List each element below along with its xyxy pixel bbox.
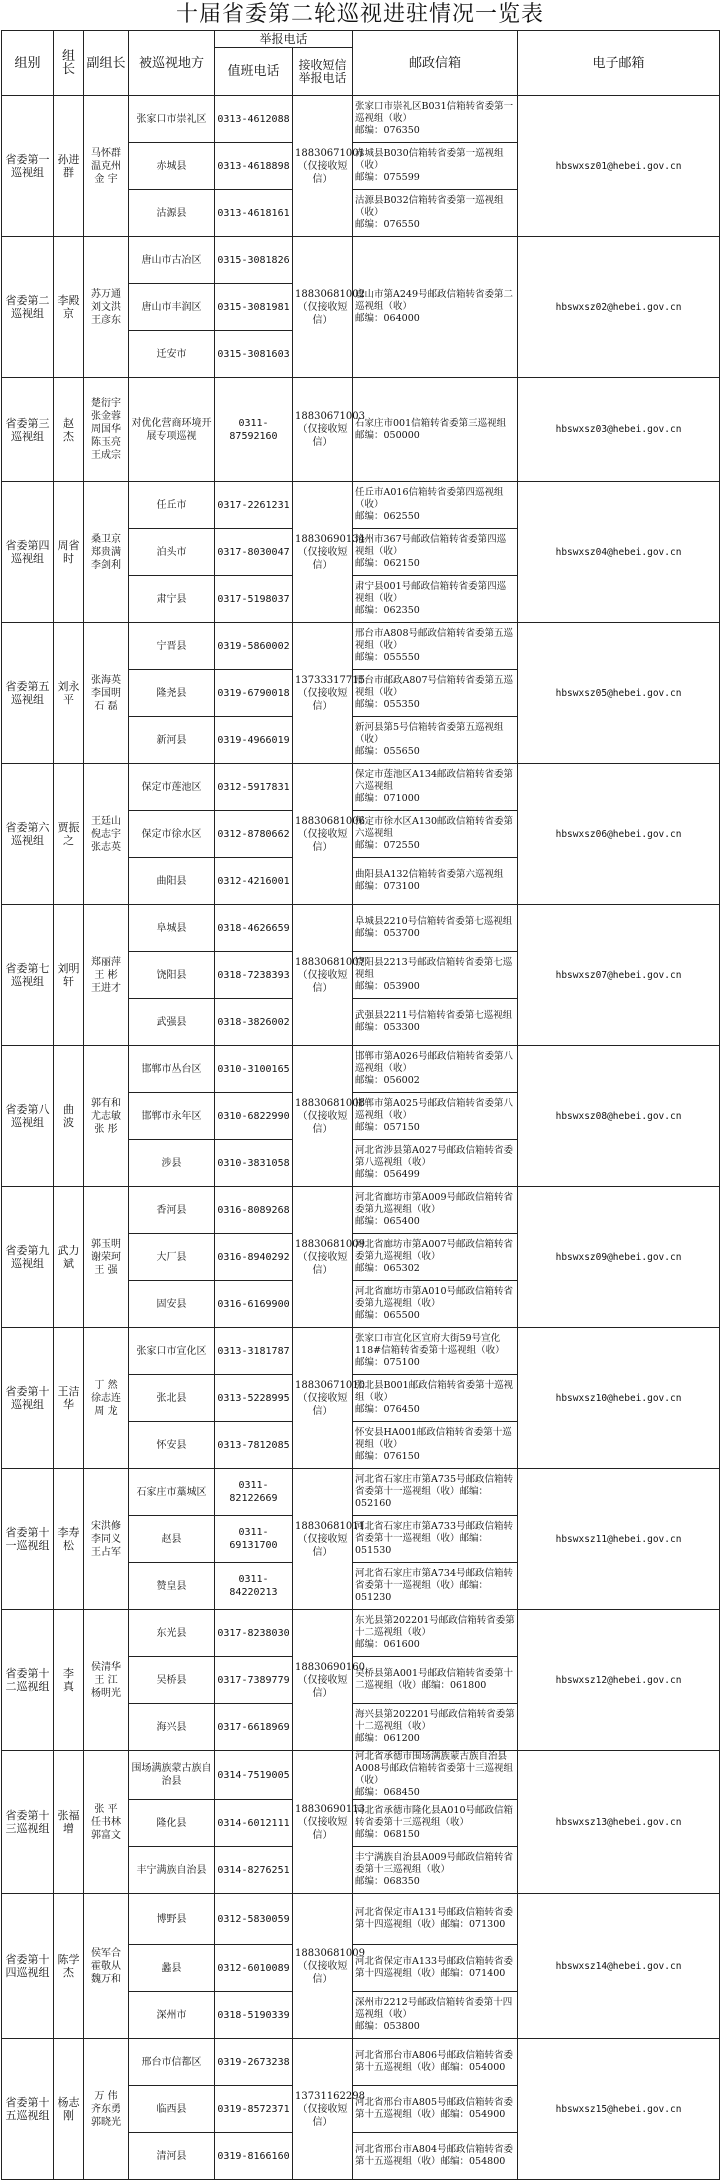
leader-cell: 杨志刚 <box>54 2039 84 2180</box>
duty-phone-cell: 0313-3181787 <box>215 1328 293 1375</box>
location-cell: 东光县 <box>129 1610 215 1657</box>
location-cell: 迁安市 <box>129 331 215 378</box>
duty-phone-cell: 0318-3826002 <box>215 999 293 1046</box>
table-body <box>2 96 720 2180</box>
leader-cell: 曲 波 <box>54 1046 84 1187</box>
vice-leader-cell: 郭有和 尤志敏 张 彤 <box>84 1046 129 1187</box>
mailbox-cell: 武强县2211号信箱转省委第七巡视组 邮编：053300 <box>353 999 518 1046</box>
duty-phone-cell: 0319-8572371 <box>215 2086 293 2133</box>
location-cell: 张家口市宣化区 <box>129 1328 215 1375</box>
table-row <box>2 1328 720 1375</box>
mailbox-cell: 怀安县HA001邮政信箱转省委第十巡视组（收） 邮编：076150 <box>353 1422 518 1469</box>
table-row <box>2 623 720 670</box>
sms-phone-cell: 18830681002 （仅接收短信） <box>293 237 353 378</box>
table-header <box>2 31 720 96</box>
sms-phone-cell: 18830690160 （仅接收短信） <box>293 1610 353 1751</box>
email-cell: hbswxsz05@hebei.gov.cn <box>518 623 720 764</box>
location-cell: 涉县 <box>129 1140 215 1187</box>
header-report-phone: 举报电话 <box>215 31 353 48</box>
sms-phone-cell: 18830671003 （仅接收短信） <box>293 378 353 482</box>
table-row <box>2 1751 720 1800</box>
sms-phone-cell: 18830681007 （仅接收短信） <box>293 905 353 1046</box>
group-name-cell: 省委第十巡视组 <box>2 1328 54 1469</box>
leader-cell: 刘明轩 <box>54 905 84 1046</box>
vice-leader-cell: 王廷山 倪志宇 张志英 <box>84 764 129 905</box>
location-cell: 新河县 <box>129 717 215 764</box>
group-name-cell: 省委第十四巡视组 <box>2 1894 54 2039</box>
header-vice: 副组长 <box>84 31 129 96</box>
page-title: 十届省委第二轮巡视进驻情况一览表 <box>175 2 544 27</box>
leader-cell: 孙进群 <box>54 96 84 237</box>
duty-phone-cell: 0318-5190339 <box>215 1992 293 2039</box>
email-cell: hbswxsz06@hebei.gov.cn <box>518 764 720 905</box>
table-row <box>2 1469 720 1516</box>
vice-leader-cell: 楚衍宇 张金蓉 周国华 陈玉亮 王成宗 <box>84 378 129 482</box>
duty-phone-cell: 0316-6169900 <box>215 1281 293 1328</box>
table-row <box>2 905 720 952</box>
mailbox-cell: 新河县第5号信箱转省委第五巡视组（收） 邮编：055650 <box>353 717 518 764</box>
leader-cell: 张福增 <box>54 1751 84 1894</box>
duty-phone-cell: 0314-8276251 <box>215 1847 293 1894</box>
mailbox-cell: 邯郸市第A026号邮政信箱转省委第八巡视组（收） 邮编：056002 <box>353 1046 518 1093</box>
location-cell: 沽源县 <box>129 190 215 237</box>
duty-phone-cell: 0313-7812085 <box>215 1422 293 1469</box>
mailbox-cell: 河北省承德市围场满族蒙古族自治县A008号邮政信箱转省委第十三巡视组（收） 邮编：068450 <box>353 1751 518 1800</box>
vice-leader-cell: 苏万通 刘文洪 王彦东 <box>84 237 129 378</box>
mailbox-cell: 河北省廊坊市第A007号邮政信箱转省委第九巡视组（收） 邮编：065302 <box>353 1234 518 1281</box>
duty-phone-cell: 0317-8030047 <box>215 529 293 576</box>
duty-phone-cell: 0311-69131700 <box>215 1516 293 1563</box>
mailbox-cell: 河北省保定市A133号邮政信箱转省委第十四巡视组（收）邮编：071400 <box>353 1945 518 1992</box>
leader-cell: 李殿京 <box>54 237 84 378</box>
mailbox-cell: 海兴县第202201号邮政信箱转省委第十二巡视组（收） 邮编：061200 <box>353 1704 518 1751</box>
mailbox-cell: 吴桥县第A001号邮政信箱转省委第十二巡视组（收）邮编：061800 <box>353 1657 518 1704</box>
duty-phone-cell: 0319-2673238 <box>215 2039 293 2086</box>
location-cell: 张家口市崇礼区 <box>129 96 215 143</box>
mailbox-cell: 河北省廊坊市第A010号邮政信箱转省委第九巡视组（收） 邮编：065500 <box>353 1281 518 1328</box>
mailbox-cell: 唐山市第A249号邮政信箱转省委第二巡视组（收） 邮编：064000 <box>353 237 518 378</box>
duty-phone-cell: 0313-4618161 <box>215 190 293 237</box>
location-cell: 曲阳县 <box>129 858 215 905</box>
group-name-cell: 省委第一巡视组 <box>2 96 54 237</box>
group-name-cell: 省委第二巡视组 <box>2 237 54 378</box>
location-cell: 大厂县 <box>129 1234 215 1281</box>
sms-phone-cell: 18830671001 （仅接收短信） <box>293 96 353 237</box>
sms-phone-cell: 18830681008 （仅接收短信） <box>293 1046 353 1187</box>
group-name-cell: 省委第六巡视组 <box>2 764 54 905</box>
location-cell: 香河县 <box>129 1187 215 1234</box>
location-cell: 海兴县 <box>129 1704 215 1751</box>
location-cell: 保定市徐水区 <box>129 811 215 858</box>
group-name-cell: 省委第八巡视组 <box>2 1046 54 1187</box>
header-mailbox: 邮政信箱 <box>353 31 518 96</box>
leader-cell: 王洁华 <box>54 1328 84 1469</box>
duty-phone-cell: 0317-8238030 <box>215 1610 293 1657</box>
header-leader: 组长 <box>54 31 84 96</box>
location-cell: 固安县 <box>129 1281 215 1328</box>
leader-cell: 李寿松 <box>54 1469 84 1610</box>
table-row <box>2 764 720 811</box>
email-cell: hbswxsz03@hebei.gov.cn <box>518 378 720 482</box>
location-cell: 赵县 <box>129 1516 215 1563</box>
mailbox-cell: 河北省邢台市A805号邮政信箱转省委第十五巡视组（收）邮编：054900 <box>353 2086 518 2133</box>
mailbox-cell: 邢台市A808号邮政信箱转省委第五巡视组（收） 邮编：055550 <box>353 623 518 670</box>
email-cell: hbswxsz14@hebei.gov.cn <box>518 1894 720 2039</box>
mailbox-cell: 任丘市A016信箱转省委第四巡视组（收） 邮编：062550 <box>353 482 518 529</box>
mailbox-cell: 河北省石家庄市第A733号邮政信箱转省委第十一巡视组（收）邮编：051530 <box>353 1516 518 1563</box>
duty-phone-cell: 0315-3081603 <box>215 331 293 378</box>
group-name-cell: 省委第四巡视组 <box>2 482 54 623</box>
location-cell: 肃宁县 <box>129 576 215 623</box>
vice-leader-cell: 郑丽萍 王 彬 王进才 <box>84 905 129 1046</box>
sms-phone-cell: 18830671010 （仅接收短信） <box>293 1328 353 1469</box>
vice-leader-cell: 丁 然 徐志连 周 龙 <box>84 1328 129 1469</box>
vice-leader-cell: 侯清华 王 江 杨明光 <box>84 1610 129 1751</box>
mailbox-cell: 邯郸市第A025号邮政信箱转省委第八巡视组（收） 邮编：057150 <box>353 1093 518 1140</box>
email-cell: hbswxsz02@hebei.gov.cn <box>518 237 720 378</box>
duty-phone-cell: 0318-7238393 <box>215 952 293 999</box>
duty-phone-cell: 0319-5860002 <box>215 623 293 670</box>
email-cell: hbswxsz15@hebei.gov.cn <box>518 2039 720 2180</box>
location-cell: 博野县 <box>129 1894 215 1945</box>
sms-phone-cell: 18830681006 （仅接收短信） <box>293 764 353 905</box>
location-cell: 赤城县 <box>129 143 215 190</box>
group-name-cell: 省委第七巡视组 <box>2 905 54 1046</box>
header-email: 电子邮箱 <box>518 31 720 96</box>
vice-leader-cell: 桑卫京 郑贵满 李剑利 <box>84 482 129 623</box>
location-cell: 深州市 <box>129 1992 215 2039</box>
duty-phone-cell: 0315-3081981 <box>215 284 293 331</box>
duty-phone-cell: 0317-6618969 <box>215 1704 293 1751</box>
location-cell: 宁晋县 <box>129 623 215 670</box>
location-cell: 饶阳县 <box>129 952 215 999</box>
mailbox-cell: 河北省廊坊市第A009号邮政信箱转省委第九巡视组（收） 邮编：065400 <box>353 1187 518 1234</box>
location-cell: 清河县 <box>129 2133 215 2180</box>
vice-leader-cell: 马怀群 温克州 金 宇 <box>84 96 129 237</box>
location-cell: 丰宁满族自治县 <box>129 1847 215 1894</box>
duty-phone-cell: 0313-5228995 <box>215 1375 293 1422</box>
location-cell: 对优化营商环境开展专项巡视 <box>129 378 215 482</box>
duty-phone-cell: 0316-8089268 <box>215 1187 293 1234</box>
mailbox-cell: 河北省承德市隆化县A010号邮政信箱转省委第十三巡视组（收） 邮编：068150 <box>353 1800 518 1847</box>
location-cell: 邢台市信都区 <box>129 2039 215 2086</box>
leader-cell: 赵 杰 <box>54 378 84 482</box>
vice-leader-cell: 万 伟 齐东勇 郭晓光 <box>84 2039 129 2180</box>
duty-phone-cell: 0311-87592160 <box>215 378 293 482</box>
mailbox-cell: 张家口市宣化区宣府大街59号宣化118#信箱转省委第十巡视组（收） 邮编：075100 <box>353 1328 518 1375</box>
location-cell: 石家庄市藁城区 <box>129 1469 215 1516</box>
sms-phone-cell: 18830690113 （仅接收短信） <box>293 1751 353 1894</box>
duty-phone-cell: 0313-4612088 <box>215 96 293 143</box>
location-cell: 隆化县 <box>129 1800 215 1847</box>
mailbox-cell: 邢台市邮政A807号信箱转省委第五巡视组（收） 邮编：055350 <box>353 670 518 717</box>
mailbox-cell: 石家庄市001信箱转省委第三巡视组 邮编：050000 <box>353 378 518 482</box>
mailbox-cell: 深州市2212号邮政信箱转省委第十四巡视组（收） 邮编：053800 <box>353 1992 518 2039</box>
location-cell: 唐山市古冶区 <box>129 237 215 284</box>
duty-phone-cell: 0310-3100165 <box>215 1046 293 1093</box>
duty-phone-cell: 0312-5830059 <box>215 1894 293 1945</box>
vice-leader-cell: 张 平 任书林 郭富文 <box>84 1751 129 1894</box>
mailbox-cell: 赤城县B030信箱转省委第一巡视组（收） 邮编：075599 <box>353 143 518 190</box>
location-cell: 唐山市丰润区 <box>129 284 215 331</box>
leader-cell: 陈学杰 <box>54 1894 84 2039</box>
duty-phone-cell: 0314-6012111 <box>215 1800 293 1847</box>
leader-cell: 周省时 <box>54 482 84 623</box>
table-row <box>2 482 720 529</box>
mailbox-cell: 饶阳县2213号邮政信箱转省委第七巡视组 邮编：053900 <box>353 952 518 999</box>
header-location: 被巡视地方 <box>129 31 215 96</box>
vice-leader-cell: 张海英 李国明 石 磊 <box>84 623 129 764</box>
email-cell: hbswxsz04@hebei.gov.cn <box>518 482 720 623</box>
leader-cell: 刘永平 <box>54 623 84 764</box>
mailbox-cell: 河北省邢台市A806号邮政信箱转省委第十五巡视组（收）邮编：054000 <box>353 2039 518 2086</box>
group-name-cell: 省委第九巡视组 <box>2 1187 54 1328</box>
duty-phone-cell: 0312-8780662 <box>215 811 293 858</box>
leader-cell: 贾振之 <box>54 764 84 905</box>
mailbox-cell: 沧州市367号邮政信箱转省委第四巡视组（收） 邮编：062150 <box>353 529 518 576</box>
mailbox-cell: 张家口市崇礼区B031信箱转省委第一巡视组（收） 邮编：076350 <box>353 96 518 143</box>
duty-phone-cell: 0312-4216001 <box>215 858 293 905</box>
location-cell: 赞皇县 <box>129 1563 215 1610</box>
email-cell: hbswxsz13@hebei.gov.cn <box>518 1751 720 1894</box>
mailbox-cell: 东光县第202201号邮政信箱转省委第十二巡视组（收） 邮编：061600 <box>353 1610 518 1657</box>
location-cell: 张北县 <box>129 1375 215 1422</box>
location-cell: 武强县 <box>129 999 215 1046</box>
mailbox-cell: 保定市徐水区A130邮政信箱转省委第六巡视组 邮编：072550 <box>353 811 518 858</box>
email-cell: hbswxsz10@hebei.gov.cn <box>518 1328 720 1469</box>
location-cell: 蠡县 <box>129 1945 215 1992</box>
sms-phone-cell: 18830690134 （仅接收短信） <box>293 482 353 623</box>
duty-phone-cell: 0317-5198037 <box>215 576 293 623</box>
sms-phone-cell: 13733317715 （仅接收短信） <box>293 623 353 764</box>
location-cell: 吴桥县 <box>129 1657 215 1704</box>
inspection-table <box>1 30 720 2180</box>
duty-phone-cell: 0311-82122669 <box>215 1469 293 1516</box>
table-row <box>2 1610 720 1657</box>
duty-phone-cell: 0319-4966019 <box>215 717 293 764</box>
sms-phone-cell: 18830681011 （仅接收短信） <box>293 1469 353 1610</box>
table-row <box>2 237 720 284</box>
location-cell: 隆尧县 <box>129 670 215 717</box>
email-cell: hbswxsz01@hebei.gov.cn <box>518 96 720 237</box>
duty-phone-cell: 0310-6822990 <box>215 1093 293 1140</box>
location-cell: 泊头市 <box>129 529 215 576</box>
duty-phone-cell: 0319-8166160 <box>215 2133 293 2180</box>
vice-leader-cell: 侯军合 霍敬从 魏万和 <box>84 1894 129 2039</box>
location-cell: 邯郸市永年区 <box>129 1093 215 1140</box>
mailbox-cell: 阜城县2210号信箱转省委第七巡视组 邮编：053700 <box>353 905 518 952</box>
group-name-cell: 省委第十二巡视组 <box>2 1610 54 1751</box>
duty-phone-cell: 0319-6790018 <box>215 670 293 717</box>
email-cell: hbswxsz09@hebei.gov.cn <box>518 1187 720 1328</box>
vice-leader-cell: 宋洪修 李同义 王占军 <box>84 1469 129 1610</box>
location-cell: 围场满族蒙古族自治县 <box>129 1751 215 1800</box>
leader-cell: 李 真 <box>54 1610 84 1751</box>
mailbox-cell: 河北省石家庄市第A734号邮政信箱转省委第十一巡视组（收）邮编：051230 <box>353 1563 518 1610</box>
group-name-cell: 省委第十五巡视组 <box>2 2039 54 2180</box>
email-cell: hbswxsz12@hebei.gov.cn <box>518 1610 720 1751</box>
vice-leader-cell: 郭玉明 谢荣珂 王 强 <box>84 1187 129 1328</box>
mailbox-cell: 河北省石家庄市第A735号邮政信箱转省委第十一巡视组（收）邮编：052160 <box>353 1469 518 1516</box>
mailbox-cell: 河北省邢台市A804号邮政信箱转省委第十五巡视组（收）邮编：054800 <box>353 2133 518 2180</box>
duty-phone-cell: 0316-8940292 <box>215 1234 293 1281</box>
location-cell: 怀安县 <box>129 1422 215 1469</box>
mailbox-cell: 肃宁县001号邮政信箱转省委第四巡视组（收） 邮编：062350 <box>353 576 518 623</box>
table-row <box>2 2039 720 2086</box>
header-sms-phone: 接收短信 举报电话 <box>293 48 353 96</box>
header-duty-phone: 值班电话 <box>215 48 293 96</box>
table-row <box>2 1894 720 1945</box>
mailbox-cell: 张北县B001邮政信箱转省委第十巡视组（收） 邮编：076450 <box>353 1375 518 1422</box>
mailbox-cell: 保定市莲池区A134邮政信箱转省委第六巡视组 邮编：071000 <box>353 764 518 811</box>
mailbox-cell: 河北省保定市A131号邮政信箱转省委第十四巡视组（收）邮编：071300 <box>353 1894 518 1945</box>
table-row <box>2 1187 720 1234</box>
group-name-cell: 省委第十一巡视组 <box>2 1469 54 1610</box>
sms-phone-cell: 18830681009 （仅接收短信） <box>293 1894 353 2039</box>
mailbox-cell: 丰宁满族自治县A009号邮政信箱转省委第十三巡视组（收） 邮编：068350 <box>353 1847 518 1894</box>
email-cell: hbswxsz11@hebei.gov.cn <box>518 1469 720 1610</box>
duty-phone-cell: 0310-3831058 <box>215 1140 293 1187</box>
duty-phone-cell: 0317-2261231 <box>215 482 293 529</box>
email-cell: hbswxsz08@hebei.gov.cn <box>518 1046 720 1187</box>
group-name-cell: 省委第五巡视组 <box>2 623 54 764</box>
group-name-cell: 省委第三巡视组 <box>2 378 54 482</box>
location-cell: 任丘市 <box>129 482 215 529</box>
mailbox-cell: 曲阳县A132信箱转省委第六巡视组 邮编：073100 <box>353 858 518 905</box>
mailbox-cell: 沽源县B032信箱转省委第一巡视组（收） 邮编：076550 <box>353 190 518 237</box>
duty-phone-cell: 0318-4626659 <box>215 905 293 952</box>
mailbox-cell: 河北省涉县第A027号邮政信箱转省委第八巡视组（收） 邮编：056499 <box>353 1140 518 1187</box>
duty-phone-cell: 0312-6010089 <box>215 1945 293 1992</box>
sms-phone-cell: 13731162298 （仅接收短信） <box>293 2039 353 2180</box>
duty-phone-cell: 0317-7389779 <box>215 1657 293 1704</box>
email-cell: hbswxsz07@hebei.gov.cn <box>518 905 720 1046</box>
table-row <box>2 96 720 143</box>
duty-phone-cell: 0315-3081826 <box>215 237 293 284</box>
duty-phone-cell: 0314-7519005 <box>215 1751 293 1800</box>
duty-phone-cell: 0313-4618898 <box>215 143 293 190</box>
location-cell: 临西县 <box>129 2086 215 2133</box>
header-group: 组别 <box>2 31 54 96</box>
table-row <box>2 1046 720 1093</box>
location-cell: 保定市莲池区 <box>129 764 215 811</box>
table-row <box>2 378 720 482</box>
location-cell: 阜城县 <box>129 905 215 952</box>
duty-phone-cell: 0312-5917831 <box>215 764 293 811</box>
location-cell: 邯郸市丛台区 <box>129 1046 215 1093</box>
duty-phone-cell: 0311-84220213 <box>215 1563 293 1610</box>
leader-cell: 武力斌 <box>54 1187 84 1328</box>
group-name-cell: 省委第十三巡视组 <box>2 1751 54 1894</box>
sms-phone-cell: 18830681009 （仅接收短信） <box>293 1187 353 1328</box>
